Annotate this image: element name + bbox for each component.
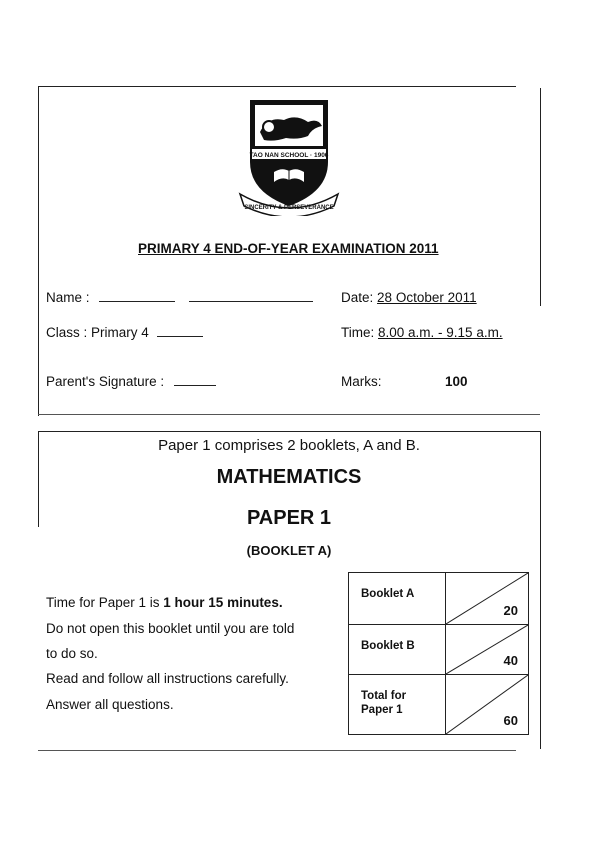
class-label: Class : Primary 4 (46, 325, 149, 340)
instruction-line-5: Answer all questions. (46, 697, 174, 712)
instruction-time-prefix: Time for Paper 1 is (46, 595, 164, 610)
top-box-top-border (38, 86, 516, 87)
marks-row-total (349, 675, 529, 735)
marks-max: 20 (503, 603, 518, 618)
class-blank[interactable] (157, 326, 203, 337)
paper-title: PAPER 1 (246, 507, 332, 529)
signature-blank[interactable] (174, 375, 216, 386)
time-field (341, 325, 503, 340)
date-value: 28 October 2011 (377, 290, 477, 305)
marks-label: Marks: (341, 374, 382, 389)
marks-row-label: Booklet B (361, 640, 415, 652)
instruction-time (46, 595, 283, 610)
top-box-bottom-border (38, 414, 540, 415)
top-box-right-border (540, 88, 541, 306)
name-field (46, 290, 313, 305)
marks-score-cell[interactable] (446, 625, 529, 675)
bottom-box-right-border (540, 431, 541, 749)
date-field (341, 290, 477, 305)
marks-score-cell[interactable] (446, 675, 529, 735)
bottom-box-bottom-border (38, 750, 516, 751)
booklet-label: (BOOKLET A) (246, 543, 332, 558)
marks-row-label: Total for Paper 1 (361, 690, 407, 716)
marks-value: 100 (445, 374, 468, 389)
name-blank-1[interactable] (99, 291, 175, 302)
school-crest (238, 96, 340, 216)
name-label: Name : (46, 290, 90, 305)
subject-title: MATHEMATICS (216, 466, 362, 488)
instruction-line-3: to do so. (46, 646, 98, 661)
bottom-box-top-border (38, 431, 540, 432)
top-box-left-border (38, 86, 39, 416)
paper-intro: Paper 1 comprises 2 booklets, A and B. (158, 437, 420, 454)
crest-school-name: TAO NAN SCHOOL · 1906 (249, 152, 329, 159)
name-blank-2[interactable] (189, 291, 313, 302)
instruction-line-2: Do not open this booklet until you are told (46, 621, 295, 636)
instruction-time-duration: 1 hour 15 minutes. (163, 595, 283, 610)
time-label: Time: (341, 325, 375, 340)
crest-motto: SINCERITY & PERSEVERANCE (244, 205, 334, 211)
marks-row-booklet-a (349, 573, 529, 625)
marks-score-cell[interactable] (446, 573, 529, 625)
marks-max: 60 (503, 713, 518, 728)
instruction-line-4: Read and follow all instructions carefully. (46, 671, 289, 686)
marks-row-label: Booklet A (361, 588, 415, 600)
signature-label: Parent's Signature : (46, 374, 165, 389)
time-value: 8.00 a.m. - 9.15 a.m. (378, 325, 503, 340)
marks-table (348, 572, 529, 735)
class-field (46, 325, 203, 340)
exam-title: PRIMARY 4 END-OF-YEAR EXAMINATION 2011 (138, 241, 439, 256)
date-label: Date: (341, 290, 374, 305)
signature-field (46, 374, 216, 389)
marks-max: 40 (503, 653, 518, 668)
marks-row-booklet-b (349, 625, 529, 675)
